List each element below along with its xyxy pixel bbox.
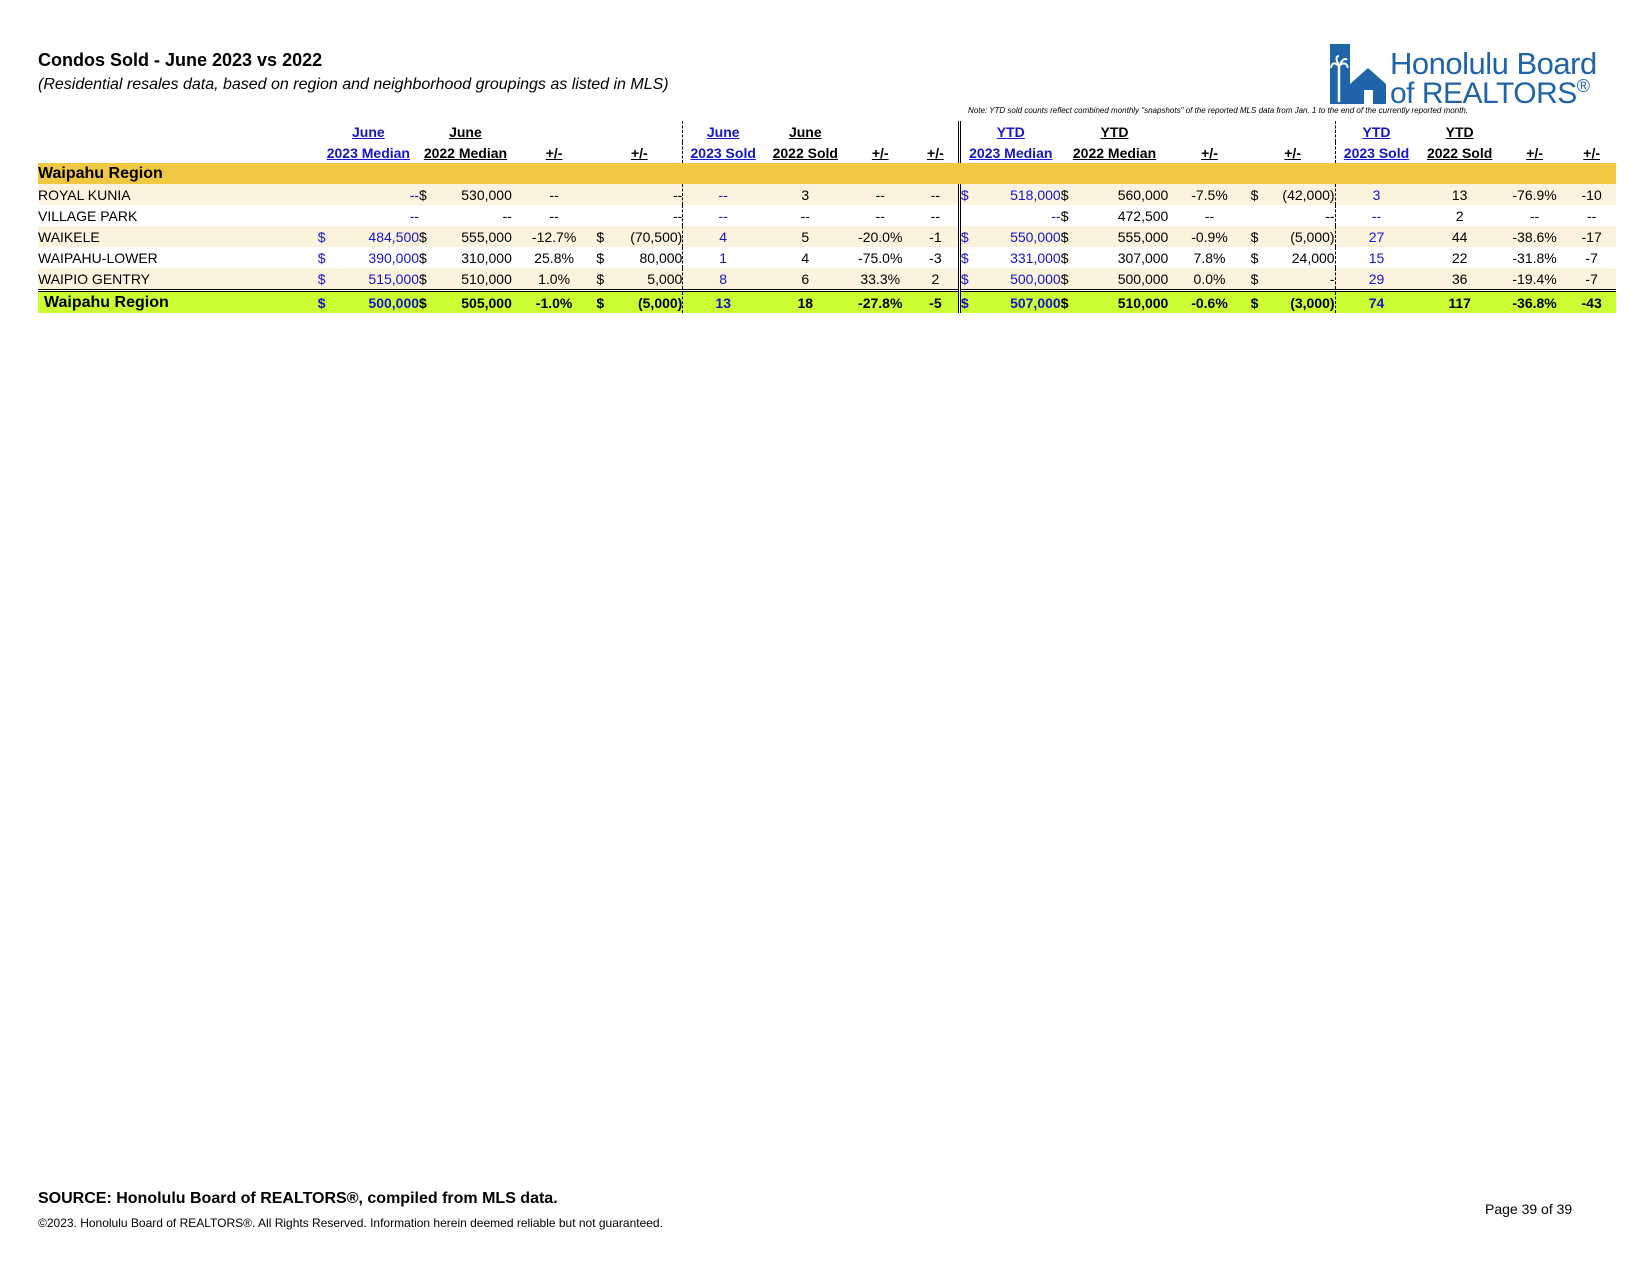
cell-yschg: -7: [1585, 249, 1598, 266]
cell-ychg: (3,000): [1268, 291, 1336, 314]
cell-schg: 2: [913, 268, 959, 291]
cell-ypct: 0.0%: [1168, 268, 1250, 291]
logo-registered-mark: ®: [1576, 76, 1590, 96]
cell-yd1: [959, 205, 976, 226]
cell-yd3: $: [1251, 226, 1268, 247]
cell-yd3: $: [1251, 268, 1268, 291]
cell-d3: $: [596, 268, 613, 291]
cell-ychg: 24,000: [1268, 247, 1336, 268]
hdr-ytd-2022-median: 2022 Median: [1072, 144, 1157, 161]
copyright-note: ©2023. Honolulu Board of REALTORS®. All Rights Reserved. Information herein deemed reliable but not guaranteed.: [38, 1216, 663, 1230]
condos-sold-table: [38, 121, 1616, 313]
cell-yd1: $: [959, 268, 976, 291]
cell-yschg: -10: [1567, 184, 1616, 205]
cell-name: WAIPIO GENTRY: [38, 268, 318, 291]
cell-ys22: 36: [1417, 268, 1501, 291]
cell-ym23: 331,000: [1010, 249, 1061, 266]
cell-m22: 310,000: [461, 249, 512, 266]
cell-ys23: 15: [1368, 249, 1385, 266]
cell-name: VILLAGE PARK: [38, 207, 138, 224]
cell-d2: $: [419, 226, 436, 247]
cell-d2: $: [419, 249, 427, 266]
hbr-logo: [1330, 44, 1620, 108]
cell-s22: 6: [763, 268, 847, 291]
cell-spct: 33.3%: [848, 268, 913, 291]
cell-yd3: [1251, 205, 1268, 226]
cell-yschg: --: [1586, 207, 1597, 224]
cell-yd2: $: [1060, 207, 1069, 224]
cell-ychg: -: [1268, 268, 1336, 291]
cell-d3: $: [596, 249, 605, 266]
cell-pct: 1.0%: [512, 268, 596, 291]
cell-ym22: 510,000: [1078, 291, 1169, 314]
cell-ys23: 3: [1335, 184, 1417, 205]
hdr-ytd-median-chg: +/-: [1251, 142, 1335, 163]
cell-d1: $: [317, 249, 326, 266]
cell-yspct: --: [1529, 207, 1540, 224]
cell-m23: 515,000: [335, 268, 419, 291]
cell-d2: [419, 205, 436, 226]
table-row: [38, 268, 1616, 291]
logo-line-2-text: of REALTORS: [1390, 77, 1577, 110]
cell-chg: --: [613, 184, 683, 205]
cell-ym23: 507,000: [976, 291, 1060, 314]
cell-d2: $: [419, 291, 436, 314]
cell-ym22: 560,000: [1078, 184, 1169, 205]
hdr-ytd-2022-median-top: YTD: [1100, 123, 1129, 140]
cell-d1: $: [318, 226, 335, 247]
hdr-june-sold-chg: +/-: [913, 142, 959, 163]
cell-ychg: --: [1268, 205, 1336, 226]
cell-ys22: 117: [1417, 291, 1501, 314]
hdr-ytd-2023-sold-top: YTD: [1362, 123, 1391, 140]
cell-yschg: -7: [1567, 268, 1616, 291]
cell-ypct: -7.5%: [1168, 184, 1250, 205]
cell-ym22: 500,000: [1078, 268, 1169, 291]
cell-yspct: -76.9%: [1502, 184, 1567, 205]
cell-s22: 5: [763, 226, 847, 247]
cell-ychg: (42,000): [1268, 184, 1336, 205]
house-palm-icon: [1330, 44, 1386, 104]
hdr-june-2022-median: 2022 Median: [423, 144, 508, 161]
cell-ys23: 27: [1335, 226, 1417, 247]
header-row-1: [38, 121, 1616, 142]
cell-m23: 500,000: [335, 291, 419, 314]
cell-s22: 4: [801, 249, 810, 266]
cell-yd2: $: [1061, 184, 1078, 205]
cell-d3: $: [596, 226, 613, 247]
cell-chg: --: [613, 205, 683, 226]
cell-m22: --: [502, 207, 512, 224]
cell-m23: --: [335, 184, 419, 205]
cell-ym23: 518,000: [976, 184, 1060, 205]
cell-ym23: 550,000: [976, 226, 1060, 247]
table-row: [38, 184, 1616, 205]
cell-ys23: --: [1371, 207, 1382, 224]
cell-yd1: $: [959, 291, 976, 314]
cell-pct: 25.8%: [534, 249, 574, 266]
cell-pct: -1.0%: [512, 291, 596, 314]
cell-pct: --: [549, 207, 559, 224]
hdr-ytd-median-pct: +/-: [1201, 144, 1218, 161]
cell-yd2: $: [1060, 249, 1069, 266]
region-name: Waipahu Region: [38, 163, 1616, 184]
region-total-row: [38, 291, 1616, 314]
cell-s23: --: [718, 207, 728, 224]
cell-s23: 13: [683, 291, 763, 314]
cell-s23: 8: [683, 268, 763, 291]
cell-s23: 1: [719, 249, 728, 266]
hdr-june-sold-pct: +/-: [871, 144, 889, 161]
hdr-june-2023-median-top: June: [352, 123, 385, 140]
source-note: SOURCE: Honolulu Board of REALTORS®, compiled from MLS data.: [38, 1190, 558, 1207]
cell-ypct: -0.6%: [1168, 291, 1250, 314]
hdr-ytd-sold-pct: +/-: [1526, 144, 1543, 161]
cell-yd3: $: [1250, 249, 1259, 266]
cell-s22: --: [800, 207, 810, 224]
cell-ym22: 555,000: [1078, 226, 1169, 247]
cell-d2: $: [419, 184, 436, 205]
hdr-june-2022-median-top: June: [449, 123, 482, 140]
cell-spct: -20.0%: [848, 226, 913, 247]
cell-yd1: $: [959, 226, 976, 247]
hdr-june-median-pct: +/-: [545, 144, 563, 161]
cell-spct: -75.0%: [858, 249, 903, 266]
cell-ys22: 2: [1455, 207, 1464, 224]
cell-s23: 4: [683, 226, 763, 247]
cell-yschg: -43: [1567, 291, 1616, 314]
cell-d1: $: [318, 291, 335, 314]
cell-d3: $: [596, 291, 613, 314]
cell-spct: --: [875, 207, 885, 224]
cell-pct: -12.7%: [512, 226, 596, 247]
table-row: [38, 205, 1616, 226]
page-number: Page 39 of 39: [1485, 1201, 1573, 1217]
cell-yd3: $: [1251, 184, 1268, 205]
cell-d1: [318, 205, 335, 226]
cell-chg: (5,000): [613, 291, 683, 314]
hdr-ytd-2023-sold: 2023 Sold: [1343, 144, 1410, 161]
cell-d1: $: [318, 268, 335, 291]
hdr-june-2023-sold-top: June: [706, 123, 740, 140]
cell-schg: -3: [913, 247, 959, 268]
hdr-ytd-2022-sold-top: YTD: [1445, 123, 1474, 140]
cell-s22: 18: [763, 291, 847, 314]
cell-m23: 390,000: [368, 249, 420, 266]
cell-schg: --: [913, 205, 959, 226]
cell-chg: (70,500): [613, 226, 683, 247]
hdr-june-2023-sold: 2023 Sold: [690, 144, 756, 161]
hdr-ytd-sold-chg: +/-: [1583, 144, 1600, 161]
cell-spct: --: [848, 184, 913, 205]
cell-yspct: -31.8%: [1512, 249, 1557, 266]
cell-chg: 80,000: [613, 247, 683, 268]
cell-m22: 530,000: [436, 184, 512, 205]
cell-pct: --: [512, 184, 596, 205]
cell-m23: --: [409, 207, 420, 224]
cell-ys23: 29: [1335, 268, 1417, 291]
page-title: Condos Sold - June 2023 vs 2022: [38, 50, 323, 70]
page-subtitle: (Residential resales data, based on region and neighborhood groupings as listed in MLS): [38, 76, 669, 93]
cell-yd1: $: [959, 184, 976, 205]
cell-ym22: 307,000: [1117, 249, 1169, 266]
cell-d3: [596, 205, 613, 226]
cell-ys22: 22: [1451, 249, 1468, 266]
cell-ypct: --: [1204, 207, 1215, 224]
cell-schg: -1: [913, 226, 959, 247]
cell-name: WAIPAHU-LOWER: [38, 249, 158, 266]
cell-yspct: -36.8%: [1502, 291, 1567, 314]
cell-yd3: $: [1251, 291, 1268, 314]
cell-ypct: 7.8%: [1193, 249, 1226, 266]
cell-m22: 510,000: [436, 268, 512, 291]
cell-yspct: -19.4%: [1502, 268, 1567, 291]
cell-ys22: 13: [1417, 184, 1501, 205]
table-row: [38, 226, 1616, 247]
cell-yd2: $: [1061, 226, 1078, 247]
hdr-june-2022-sold-top: June: [788, 123, 822, 140]
cell-yd1: $: [960, 249, 969, 266]
cell-ym23: --: [1051, 207, 1061, 224]
cell-s22: 3: [763, 184, 847, 205]
cell-chg: 5,000: [613, 268, 683, 291]
cell-ym23: 500,000: [976, 268, 1060, 291]
hdr-june-2023-median: 2023 Median: [326, 144, 410, 161]
cell-s23: --: [683, 184, 763, 205]
ytd-note: Note: YTD sold counts reflect combined monthly "snapshots" of the reported MLS data from Jan. 1 to the end of the currently reported month.: [968, 106, 1469, 115]
region-header-row: [38, 163, 1616, 184]
cell-ypct: -0.9%: [1168, 226, 1250, 247]
header-row-2: [38, 142, 1616, 163]
cell-yd2: $: [1061, 291, 1078, 314]
hdr-ytd-2022-sold: 2022 Sold: [1426, 144, 1493, 161]
logo-line-1: Honolulu Board: [1390, 46, 1597, 81]
hdr-ytd-2023-median: 2023 Median: [969, 144, 1053, 161]
cell-ys23: 74: [1335, 291, 1417, 314]
hdr-june-2022-sold: 2022 Sold: [772, 144, 838, 161]
cell-ym22: 472,500: [1117, 207, 1169, 224]
cell-ychg: (5,000): [1268, 226, 1336, 247]
cell-yd2: $: [1061, 268, 1078, 291]
cell-m22: 555,000: [436, 226, 512, 247]
table-row: [38, 247, 1616, 268]
cell-d1: [318, 184, 335, 205]
cell-ys22: 44: [1417, 226, 1501, 247]
cell-schg: --: [913, 184, 959, 205]
cell-name: WAIKELE: [38, 226, 318, 247]
cell-name: ROYAL KUNIA: [38, 184, 318, 205]
cell-m22: 505,000: [436, 291, 512, 314]
cell-yspct: -38.6%: [1502, 226, 1567, 247]
cell-name: Waipahu Region: [38, 291, 318, 314]
cell-d3: [596, 184, 613, 205]
cell-m23: 484,500: [335, 226, 419, 247]
cell-spct: -27.8%: [848, 291, 913, 314]
cell-d2: $: [419, 268, 436, 291]
cell-yschg: -17: [1567, 226, 1616, 247]
hdr-ytd-2023-median-top: YTD: [996, 123, 1025, 140]
cell-schg: -5: [913, 291, 959, 314]
hdr-june-median-chg: +/-: [596, 142, 683, 163]
